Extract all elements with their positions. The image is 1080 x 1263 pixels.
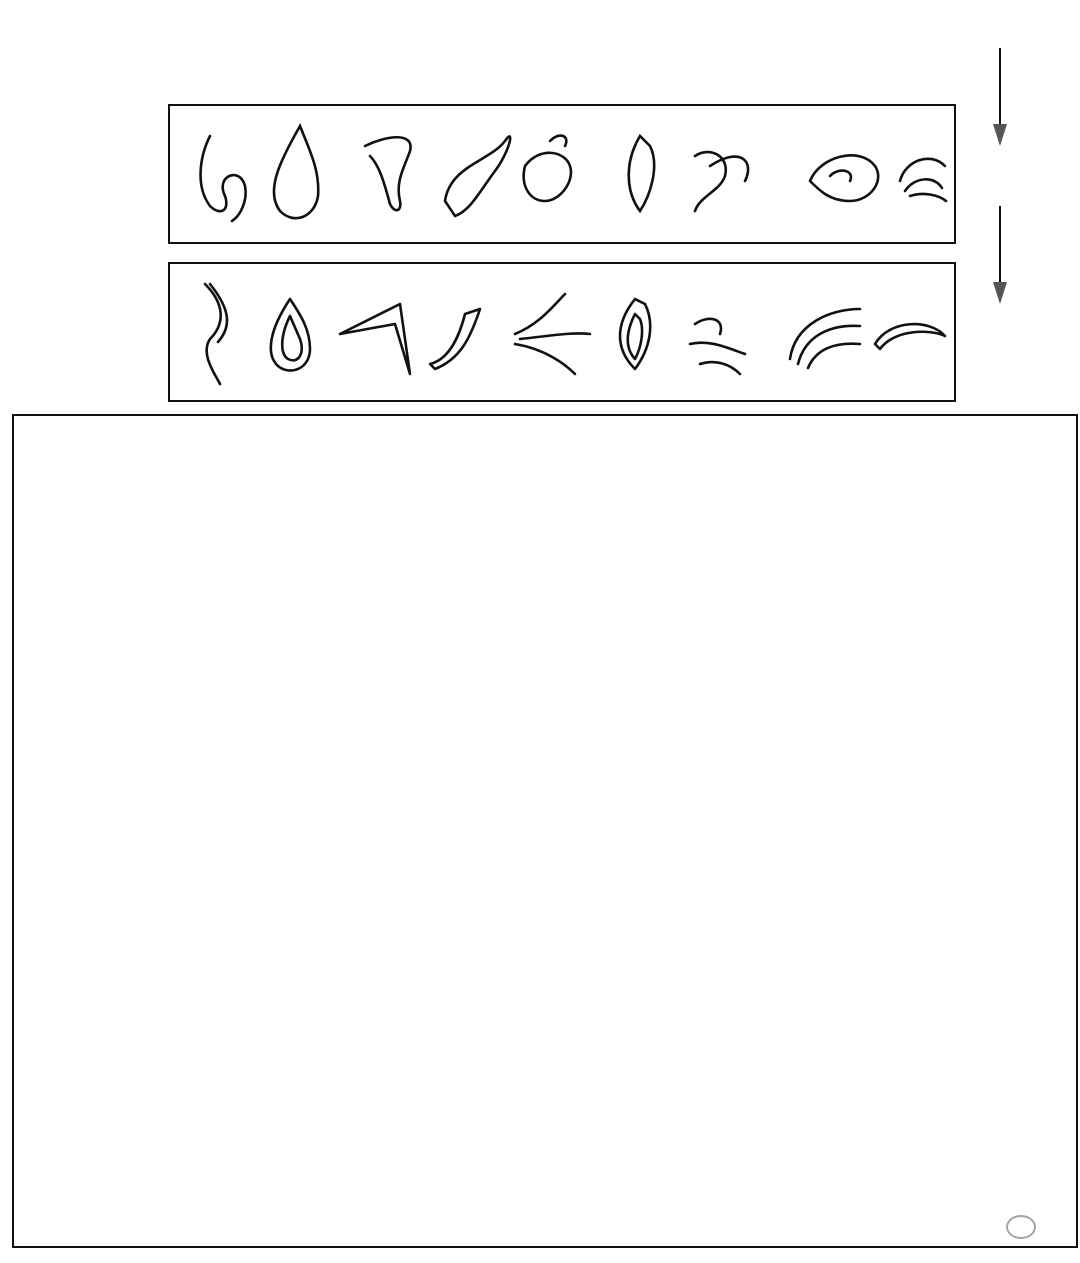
reimagine-shape-2 <box>271 299 310 371</box>
reimagine-shape-6 <box>620 299 650 369</box>
reimagine-shapes <box>170 264 954 400</box>
reimagine-shape-5 <box>515 294 590 374</box>
outline-shape-4 <box>445 136 510 216</box>
reimagine-shape-8 <box>790 309 860 368</box>
reimagine-shape-1 <box>205 284 227 384</box>
outline-shape-7 <box>695 152 748 211</box>
outline-shape-2 <box>274 126 318 218</box>
outline-panel <box>168 104 956 244</box>
outline-shapes <box>170 106 954 242</box>
outline-shape-3 <box>365 137 411 210</box>
outline-shape-1 <box>201 136 246 221</box>
outline-shape-5 <box>524 136 571 201</box>
outline-shape-8 <box>810 155 878 201</box>
reimagine-shape-9 <box>875 324 945 349</box>
reimagine-shape-7 <box>690 319 745 374</box>
outline-shape-9 <box>900 159 946 201</box>
reimagine-panel <box>168 262 956 402</box>
evolution-table <box>12 414 1078 1248</box>
arrow-down-variation <box>993 206 1007 304</box>
reimagine-shape-4 <box>430 309 480 369</box>
reimagine-shape-3 <box>340 304 410 374</box>
outline-shape-6 <box>629 136 654 211</box>
arrow-down-refine <box>993 48 1007 146</box>
watermark <box>1006 1214 1044 1239</box>
wechat-icon <box>1006 1215 1036 1239</box>
